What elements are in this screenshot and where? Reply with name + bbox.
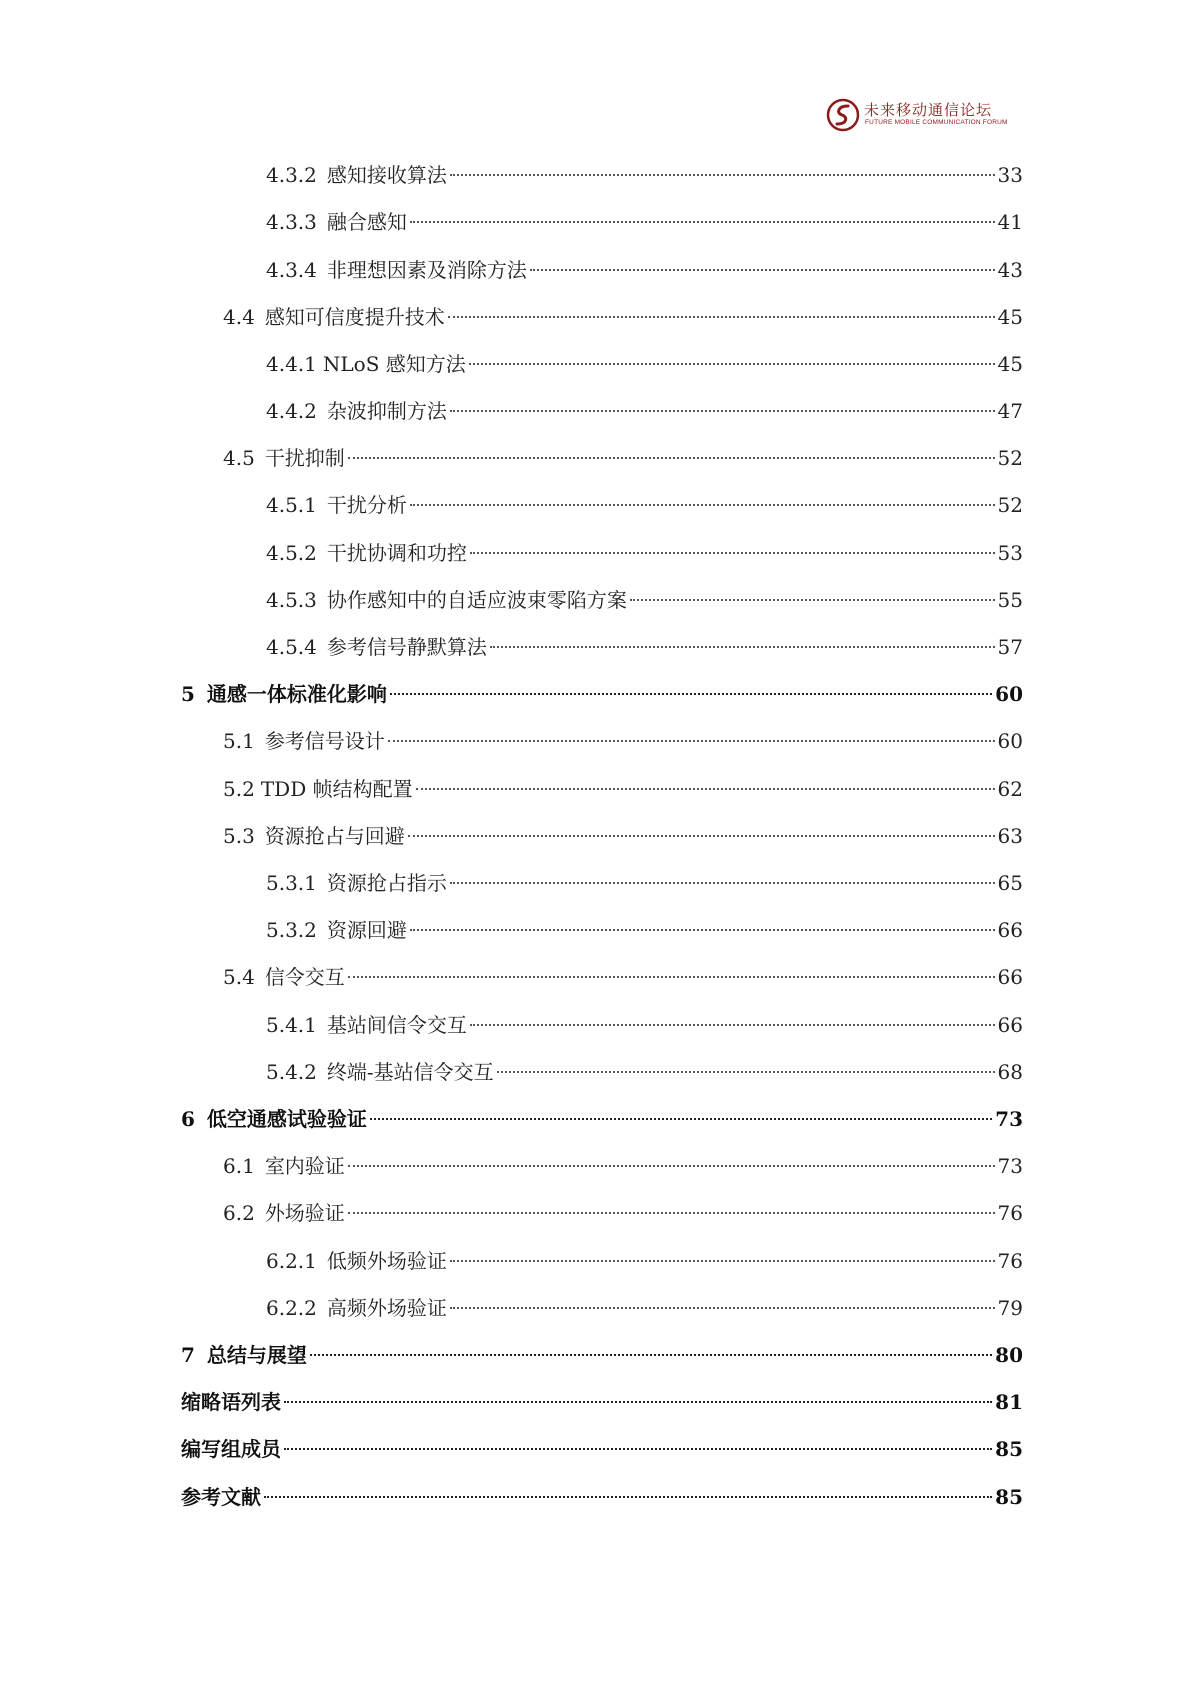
toc-entry-title: 资源抢占指示 xyxy=(326,871,447,895)
toc-entry[interactable] xyxy=(223,772,1023,806)
toc-entry-page: 47 xyxy=(997,399,1023,423)
toc-entry-number: 4.4 xyxy=(223,305,255,329)
toc-entry-page: 73 xyxy=(997,1154,1023,1178)
toc-entry-number: 6.2.1 xyxy=(266,1249,317,1273)
toc-entry-number: 4.4.1 xyxy=(266,352,317,376)
toc-entry[interactable] xyxy=(266,158,1023,192)
toc-entry[interactable] xyxy=(223,819,1023,853)
dot-leader xyxy=(348,1165,995,1167)
dot-leader xyxy=(450,1260,995,1262)
toc-entry-number: 4.5.2 xyxy=(266,541,317,565)
dot-leader xyxy=(388,740,995,742)
toc-entry[interactable] xyxy=(223,1196,1023,1230)
toc-entry-title: 杂波抑制方法 xyxy=(326,399,447,423)
toc-entry-page: 33 xyxy=(997,163,1023,187)
toc-entry-page: 53 xyxy=(997,541,1023,565)
toc-entry-page: 66 xyxy=(997,918,1023,942)
toc-entry-title: 总结与展望 xyxy=(206,1343,307,1367)
toc-entry[interactable] xyxy=(266,913,1023,947)
toc-entry-page: 62 xyxy=(997,777,1023,801)
toc-entry-number: 6.1 xyxy=(223,1154,255,1178)
toc-entry-title: 通感一体标准化影响 xyxy=(206,682,387,706)
toc-entry[interactable] xyxy=(223,960,1023,994)
dot-leader xyxy=(264,1496,992,1498)
toc-entry-abbreviations[interactable] xyxy=(181,1385,1023,1419)
toc-entry-number: 5.4 xyxy=(223,965,255,989)
toc-entry-number: 6.2 xyxy=(223,1201,255,1225)
toc-entry-number: 4.5.1 xyxy=(266,493,317,517)
toc-entry-page: 41 xyxy=(997,210,1023,234)
toc-entry[interactable] xyxy=(223,300,1023,334)
toc-entry-page: 76 xyxy=(997,1201,1023,1225)
toc-entry-chapter[interactable] xyxy=(181,1338,1023,1372)
toc-entry-number: 5.3 xyxy=(223,824,255,848)
toc-entry-number: 5.3.2 xyxy=(266,918,317,942)
dot-leader xyxy=(470,552,995,554)
toc-entry-title: 资源抢占与回避 xyxy=(264,824,405,848)
toc-entry-page: 60 xyxy=(995,682,1023,706)
toc-entry[interactable] xyxy=(266,866,1023,900)
toc-entry-page: 45 xyxy=(997,305,1023,329)
dot-leader xyxy=(490,646,995,648)
toc-entry-page: 60 xyxy=(997,729,1023,753)
dot-leader xyxy=(348,457,995,459)
toc-entry-number: 4.3.3 xyxy=(266,210,317,234)
dot-leader xyxy=(348,1212,995,1214)
dot-leader xyxy=(450,410,995,412)
dot-leader xyxy=(448,316,995,318)
toc-entry-title: 高频外场验证 xyxy=(326,1296,447,1320)
dot-leader xyxy=(410,929,995,931)
toc-entry-page: 45 xyxy=(997,352,1023,376)
toc-entry[interactable] xyxy=(223,724,1023,758)
toc-entry-number: 4.3.4 xyxy=(266,258,317,282)
toc-entry-title: 编写组成员 xyxy=(181,1437,281,1461)
toc-entry[interactable] xyxy=(266,253,1023,287)
dot-leader xyxy=(284,1448,992,1450)
toc-entry-page: 66 xyxy=(997,1013,1023,1037)
toc-entry-title: 室内验证 xyxy=(264,1154,345,1178)
forum-logo xyxy=(826,96,1026,138)
toc-entry-number: 6.2.2 xyxy=(266,1296,317,1320)
toc-entry-number: 4.5.4 xyxy=(266,635,317,659)
toc-entry-title: 干扰协调和功控 xyxy=(326,541,467,565)
dot-leader xyxy=(284,1401,992,1403)
toc-entry-title: 参考文献 xyxy=(181,1485,261,1509)
toc-entry[interactable] xyxy=(266,536,1023,570)
toc-entry-page: 81 xyxy=(995,1390,1023,1414)
toc-entry-number: 7 xyxy=(181,1343,195,1367)
logo-chinese-name: 未来移动通信论坛 xyxy=(864,101,993,119)
toc-entry-page: 66 xyxy=(997,965,1023,989)
toc-entry-page: 73 xyxy=(995,1107,1023,1131)
toc-entry-page: 52 xyxy=(997,446,1023,470)
dot-leader xyxy=(390,693,992,695)
toc-entry-title: NLoS 感知方法 xyxy=(322,352,466,376)
toc-entry-title: 信令交互 xyxy=(264,965,345,989)
toc-entry-number: 6 xyxy=(181,1107,195,1131)
toc-entry-page: 63 xyxy=(997,824,1023,848)
toc-entry[interactable] xyxy=(266,347,1023,381)
dot-leader xyxy=(469,363,995,365)
dot-leader xyxy=(348,976,995,978)
toc-entry[interactable] xyxy=(223,1149,1023,1183)
toc-entry-title: 协作感知中的自适应波束零陷方案 xyxy=(326,588,627,612)
dot-leader xyxy=(497,1071,995,1073)
dot-leader xyxy=(416,788,995,790)
dot-leader xyxy=(630,599,995,601)
toc-entry[interactable] xyxy=(266,488,1023,522)
toc-entry-page: 68 xyxy=(997,1060,1023,1084)
toc-entry-title: 非理想因素及消除方法 xyxy=(326,258,527,282)
toc-entry-title: 参考信号设计 xyxy=(264,729,385,753)
toc-entry-title: 基站间信令交互 xyxy=(326,1013,467,1037)
toc-entry-title: 干扰抑制 xyxy=(264,446,345,470)
dot-leader xyxy=(450,1307,995,1309)
toc-entry-number: 4.3.2 xyxy=(266,163,317,187)
toc-entry-page: 76 xyxy=(997,1249,1023,1273)
toc-entry-number: 5.1 xyxy=(223,729,255,753)
toc-entry-title: 感知可信度提升技术 xyxy=(264,305,445,329)
toc-entry-page: 79 xyxy=(997,1296,1023,1320)
dot-leader xyxy=(410,504,995,506)
toc-entry-page: 55 xyxy=(997,588,1023,612)
toc-entry-title: 终端-基站信令交互 xyxy=(326,1060,494,1084)
toc-entry-title: 缩略语列表 xyxy=(181,1390,281,1414)
toc-entry-number: 5.2 xyxy=(223,777,255,801)
toc-entry[interactable] xyxy=(266,1055,1023,1089)
dot-leader xyxy=(410,221,995,223)
toc-entry-number: 5.3.1 xyxy=(266,871,317,895)
toc-entry-references[interactable] xyxy=(181,1480,1023,1514)
toc-entry-title: TDD 帧结构配置 xyxy=(260,777,413,801)
dot-leader xyxy=(450,882,995,884)
toc-entry-chapter[interactable] xyxy=(181,1102,1023,1136)
toc-entry-number: 5.4.1 xyxy=(266,1013,317,1037)
toc-entry-page: 65 xyxy=(997,871,1023,895)
toc-entry-title: 融合感知 xyxy=(326,210,407,234)
toc-entry-chapter[interactable] xyxy=(181,677,1023,711)
toc-entry[interactable] xyxy=(266,1008,1023,1042)
dot-leader xyxy=(450,174,995,176)
toc-entry-page: 85 xyxy=(995,1437,1023,1461)
toc-entry-title: 外场验证 xyxy=(264,1201,345,1225)
toc-entry[interactable] xyxy=(266,1244,1023,1278)
toc-entry-title: 干扰分析 xyxy=(326,493,407,517)
toc-entry[interactable] xyxy=(266,630,1023,664)
toc-entry-page: 85 xyxy=(995,1485,1023,1509)
dot-leader xyxy=(470,1024,995,1026)
toc-entry-page: 43 xyxy=(997,258,1023,282)
toc-entry-authors[interactable] xyxy=(181,1432,1023,1466)
toc-entry-title: 参考信号静默算法 xyxy=(326,635,487,659)
dot-leader xyxy=(310,1354,992,1356)
dot-leader xyxy=(370,1118,992,1120)
toc-entry[interactable] xyxy=(266,583,1023,617)
toc-entry-page: 80 xyxy=(995,1343,1023,1367)
toc-entry-page: 57 xyxy=(997,635,1023,659)
toc-entry-number: 5 xyxy=(181,682,195,706)
toc-entry-number: 5.4.2 xyxy=(266,1060,317,1084)
logo-english-name: FUTURE MOBILE COMMUNICATION FORUM xyxy=(865,119,1008,126)
toc-entry-title: 感知接收算法 xyxy=(326,163,447,187)
forum-logo-icon xyxy=(826,98,860,132)
toc-entry-number: 4.5 xyxy=(223,446,255,470)
toc-entry-title: 低频外场验证 xyxy=(326,1249,447,1273)
dot-leader xyxy=(408,835,995,837)
toc-entry-title: 资源回避 xyxy=(326,918,407,942)
toc-entry-number: 4.5.3 xyxy=(266,588,317,612)
toc-entry-number: 4.4.2 xyxy=(266,399,317,423)
toc-entry[interactable] xyxy=(223,441,1023,475)
toc-entry-page: 52 xyxy=(997,493,1023,517)
toc-entry[interactable] xyxy=(266,394,1023,428)
toc-entry-title: 低空通感试验验证 xyxy=(206,1107,367,1131)
dot-leader xyxy=(530,269,995,271)
toc-entry[interactable] xyxy=(266,205,1023,239)
toc-entry[interactable] xyxy=(266,1291,1023,1325)
